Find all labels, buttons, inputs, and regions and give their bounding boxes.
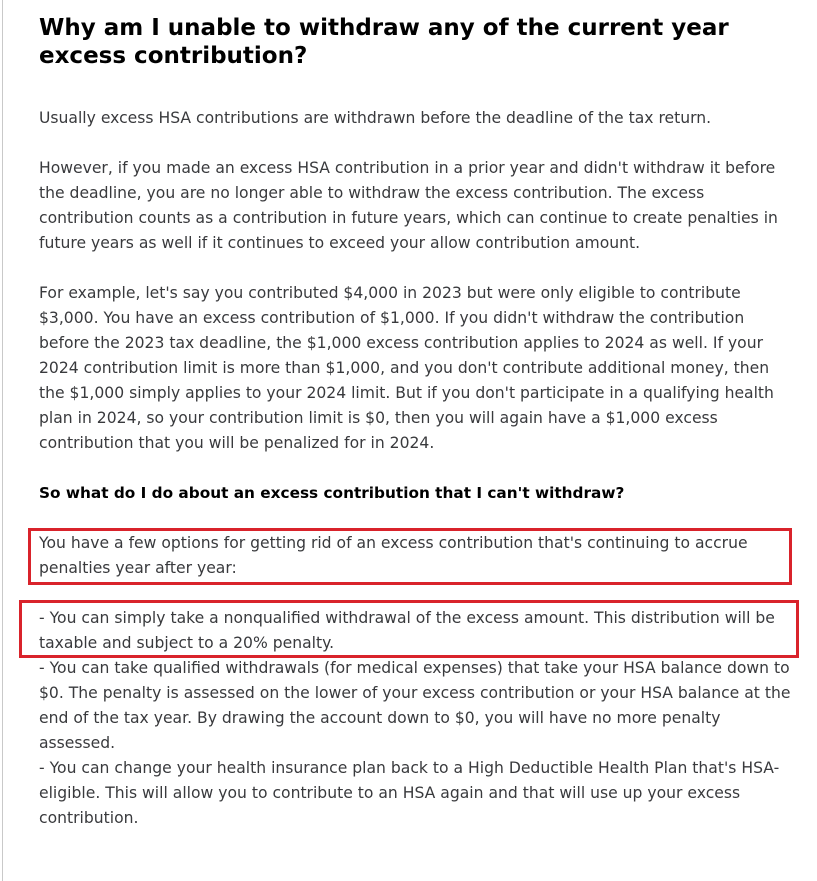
intro-paragraph: Usually excess HSA contributions are withdrawn before the deadline of the tax return. [39,109,712,127]
left-border-rule [2,0,3,881]
example-paragraph: For example, let's say you contributed $4,000 in 2023 but were only eligible to contribute $3,000. You have an excess contribution of $1,000. If you didn't withdraw the contribution before the 2023 tax deadline, the $1,000 excess contribution applies to 2024 as well. If your 2024 contribution limit is more than $1,000, and you don't contribute additional money, then the $1,000 simply applies to your 2024 limit. But if you don't participate in a qualifying health plan in 2024, so your contribution limit is $0, then you will again have a $1,000 excess contribution that you will be penalized for in 2024. [39,284,774,452]
option-change-plan: - You can change your health insurance plan back to a High Deductible Health Plan that's HSA-eligible. This will allow you to contribute to an HSA again and that will use up your excess contribution. [39,759,780,827]
article-title: Why am I unable to withdraw any of the current year excess contribution? [39,15,729,69]
options-intro-paragraph: You have a few options for getting rid of an excess contribution that's continuing to accrue penalties year after year: [39,534,748,577]
prior-year-paragraph: However, if you made an excess HSA contribution in a prior year and didn't withdraw it before the deadline, you are no longer able to withdraw the excess contribution. The excess contribution counts as a contribution in future years, which can continue to create penalties in future years as well if it continues to exceed your allow contribution amount. [39,159,778,252]
option-nonqualified-withdrawal: - You can simply take a nonqualified withdrawal of the excess amount. This distribution will be taxable and subject to a 20% penalty. [39,609,775,652]
option-qualified-withdrawals: - You can take qualified withdrawals (for medical expenses) that take your HSA balance down to $0. The penalty is assessed on the lower of your excess contribution or your HSA balance at the end of the tax year. By drawing the account down to $0, you will have no more penalty assessed. [39,659,791,752]
section-subheading: So what do I do about an excess contribution that I can't withdraw? [39,484,625,502]
